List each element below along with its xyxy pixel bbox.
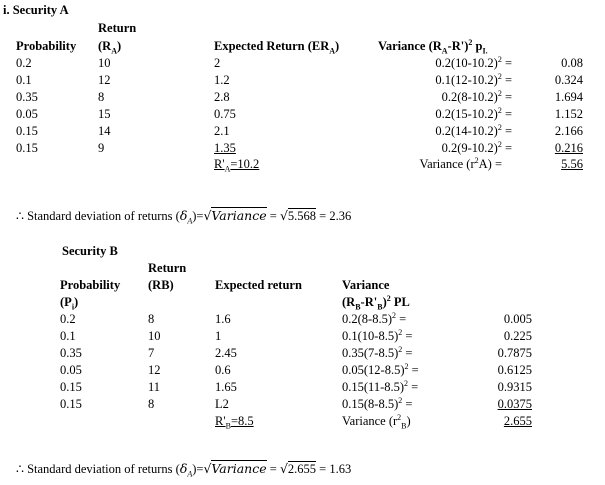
b-row-variance-value: 0.9315 bbox=[497, 380, 532, 394]
b-row-variance-formula: $0.2(8-8.5)^2$ = bbox=[342, 310, 407, 326]
b-row-return: 12 bbox=[148, 363, 161, 377]
b-row-expected: 0.6 bbox=[215, 363, 231, 377]
a-row-expected: 0.75 bbox=[214, 107, 236, 121]
a-row-expected: 2.1 bbox=[214, 124, 230, 138]
a-header-probability: Probability bbox=[16, 39, 77, 53]
b-row-return: 10 bbox=[148, 329, 161, 343]
a-row-return: 15 bbox=[98, 107, 111, 121]
a-row-variance-formula: $0.2(14-10.2)^2$ = bbox=[435, 122, 512, 138]
a-row-expected: 2 bbox=[214, 56, 221, 70]
a-row-variance-formula: $0.1(12-10.2)^2$ = bbox=[435, 71, 512, 87]
b-row-return: 8 bbox=[148, 312, 155, 326]
b-row-variance-formula: $0.35(7-8.5)^2$ = bbox=[342, 344, 413, 360]
a-row-variance-formula: $0.2(15-10.2)^2$ = bbox=[435, 105, 512, 121]
b-sd-formula: ∴ Standard deviation of returns $(\delta_A)=√Variance = √2.655 = 1.63$ bbox=[16, 461, 352, 479]
b-row-variance-value: 0.7875 bbox=[497, 346, 532, 360]
a-row-probability: 0.1 bbox=[16, 73, 32, 87]
b-row-variance-value: 0.6125 bbox=[497, 363, 532, 377]
b-row-variance-formula: $0.05(12-8.5)^2$ = bbox=[342, 361, 419, 377]
b-header-variance-line1: Variance bbox=[342, 278, 390, 292]
a-row-variance-formula: $0.2(10-10.2)^2$ = bbox=[435, 54, 512, 70]
b-row-variance-formula: $0.1(10-8.5)^2$ = bbox=[342, 327, 413, 343]
a-row-probability: 0.15 bbox=[16, 124, 38, 138]
a-row-return: 8 bbox=[98, 90, 105, 104]
a-row-variance-value: 2.166 bbox=[554, 124, 583, 138]
section-a-title: i. Security A bbox=[3, 3, 69, 17]
a-sd-formula: ∴ Standard deviation of returns $(\delta_A)=√Variance = √5.568 = 2.36$ bbox=[16, 208, 352, 226]
a-row-probability: 0.15 bbox=[16, 141, 38, 155]
b-header-variance-line2: $(R_B-R'_B)^2$ PL bbox=[342, 293, 410, 312]
a-row-expected: 2.8 bbox=[214, 90, 230, 104]
b-variance-label: Variance $(r^2_B)$ bbox=[342, 412, 411, 431]
b-row-variance-formula: $0.15(11-8.5)^2$ = bbox=[342, 378, 419, 394]
b-row-probability: 0.35 bbox=[60, 346, 82, 360]
a-row-return: 12 bbox=[98, 73, 111, 87]
a-variance-total: 5.56 bbox=[561, 157, 583, 171]
section-b-title: Security B bbox=[62, 244, 118, 258]
a-row-variance-value: 1.694 bbox=[554, 90, 583, 104]
b-row-probability: 0.1 bbox=[60, 329, 76, 343]
b-header-return: (RB) bbox=[148, 278, 174, 292]
b-row-probability: 0.2 bbox=[60, 312, 76, 326]
b-row-expected: 1 bbox=[215, 329, 222, 343]
a-header-return: $(R_A)$ bbox=[98, 39, 122, 56]
b-row-variance-formula: $0.15(8-8.5)^2$ = bbox=[342, 395, 413, 411]
b-row-return: 8 bbox=[148, 397, 155, 411]
a-row-probability: 0.05 bbox=[16, 107, 38, 121]
a-row-expected: 1.35 bbox=[214, 141, 236, 155]
a-header-return-line1: Return bbox=[98, 21, 137, 35]
b-row-return: 11 bbox=[148, 380, 161, 394]
b-row-probability: 0.05 bbox=[60, 363, 82, 377]
b-row-expected: 2.45 bbox=[215, 346, 237, 360]
a-row-return: 10 bbox=[98, 56, 111, 70]
b-header-probability: Probability bbox=[60, 278, 121, 292]
a-row-return: 9 bbox=[98, 141, 105, 155]
a-row-variance-formula: $0.2(8-10.2)^2$ = bbox=[441, 88, 512, 104]
a-row-variance-value: 1.152 bbox=[554, 107, 583, 121]
a-total-expected-return: $R'_A=10.2$ bbox=[214, 157, 260, 174]
a-row-variance-value: 0.324 bbox=[554, 73, 583, 87]
a-header-expected-return: Expected Return $(ER_A)$ bbox=[214, 39, 340, 56]
a-row-return: 14 bbox=[98, 124, 111, 138]
a-row-probability: 0.2 bbox=[16, 56, 32, 70]
b-variance-total: 2.655 bbox=[503, 414, 532, 428]
b-row-variance-value: 0.225 bbox=[503, 329, 532, 343]
a-row-probability: 0.35 bbox=[16, 90, 38, 104]
b-header-prob-symbol: $(P_i)$ bbox=[60, 295, 79, 312]
b-header-expected-return: Expected return bbox=[215, 278, 302, 292]
a-row-variance-value: 0.08 bbox=[561, 56, 583, 70]
b-row-expected: 1.6 bbox=[215, 312, 231, 326]
b-row-return: 7 bbox=[148, 346, 155, 360]
b-header-return-line1: Return bbox=[148, 261, 187, 275]
b-row-variance-value: 0.0375 bbox=[497, 397, 532, 411]
a-row-variance-formula: $0.2(9-10.2)^2$ = bbox=[441, 139, 512, 155]
b-row-expected: L2 bbox=[215, 397, 229, 411]
a-header-variance: Variance $(R_A-R')^2$ $p_{I.}$ bbox=[378, 37, 488, 56]
b-row-probability: 0.15 bbox=[60, 397, 82, 411]
a-row-variance-value: 0.216 bbox=[554, 141, 583, 155]
b-row-expected: 1.65 bbox=[215, 380, 237, 394]
b-total-expected-return: $R'_B=8.5$ bbox=[215, 414, 254, 431]
b-row-probability: 0.15 bbox=[60, 380, 82, 394]
a-row-expected: 1.2 bbox=[214, 73, 230, 87]
b-row-variance-value: 0.005 bbox=[503, 312, 532, 326]
a-variance-label: Variance $(r^2A)$ = bbox=[419, 155, 502, 171]
